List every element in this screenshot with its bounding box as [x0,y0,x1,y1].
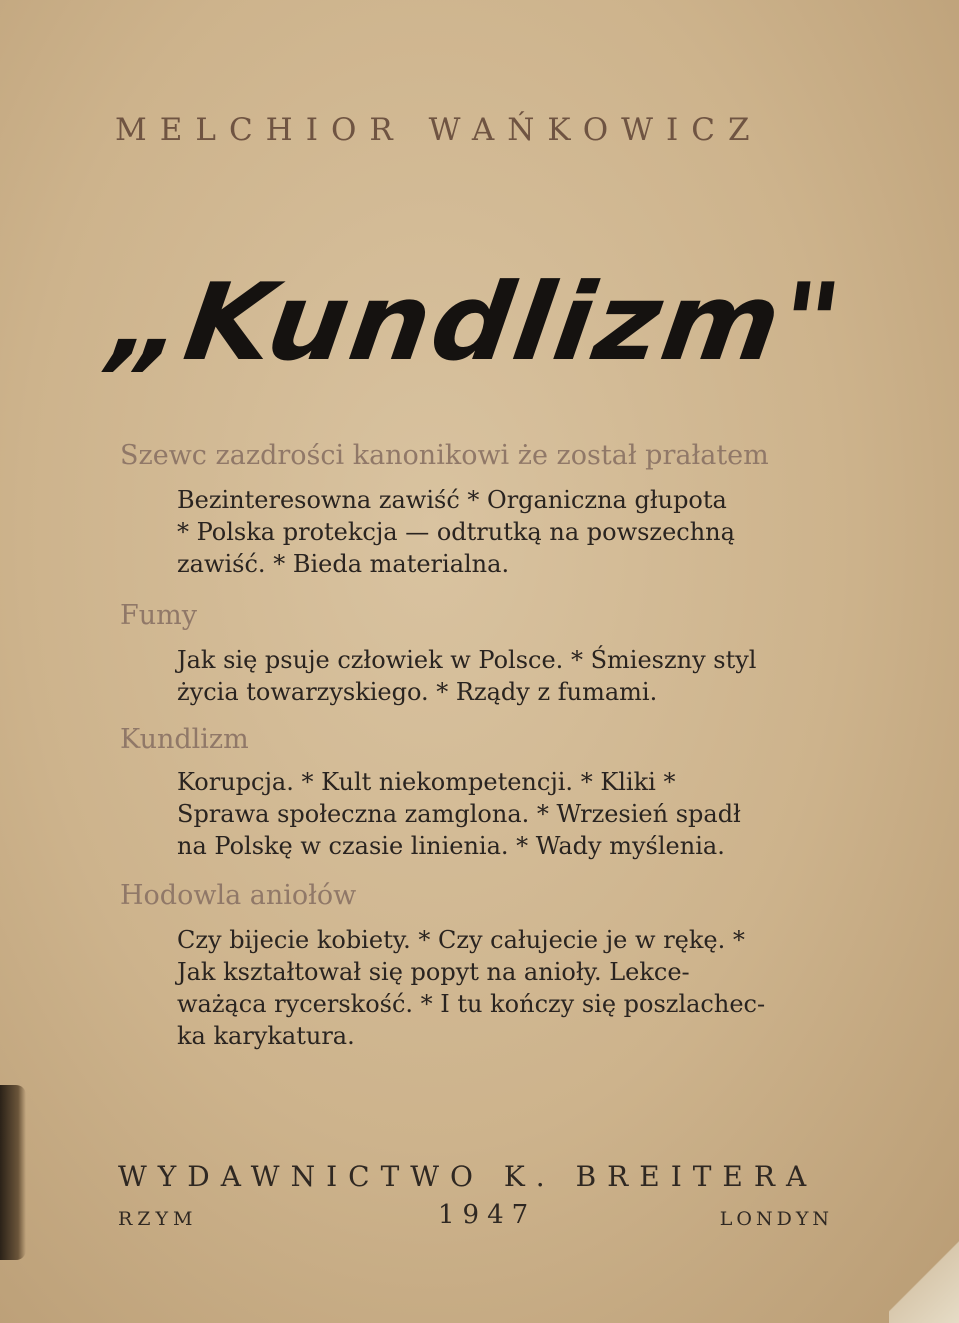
section-body [177,644,832,708]
author-name: MELCHIOR WAŃKOWICZ [115,112,763,148]
section-line: zawiść. * Bieda materialna. [177,550,510,578]
publisher-name: WYDAWNICTWO K. BREITERA [118,1160,818,1193]
section-line: ka karykatura. [177,1022,355,1050]
section-heading: Fumy [120,600,197,631]
section-line: Czy bijecie kobiety. * Czy całujecie je w rękę. * [177,926,745,954]
section-body [177,484,832,580]
section-heading: Kundlizm [120,724,249,755]
section-line: Jak kształtował się popyt na anioły. Lekce- [177,958,690,986]
section-line: Korupcja. * Kult niekompetencji. * Kliki * [177,768,676,796]
section-line: ważąca rycerskość. * I tu kończy się poszlachec- [177,990,766,1018]
spine-stain [0,1085,26,1260]
section-body [177,924,832,1052]
section-line: * Polska protekcja — odtrutką na powszechną [177,518,735,546]
section-line: na Polskę w czasie linienia. * Wady myślenia. [177,832,725,860]
section-heading: Hodowla aniołów [120,880,357,911]
imprint [118,1200,833,1236]
imprint-city-left: RZYM [118,1208,198,1230]
imprint-year: 1947 [438,1200,537,1230]
section-body [177,766,832,862]
book-title: „Kundlizm" [103,261,851,385]
section-heading: Szewc zazdrości kanonikowi że został prałatem [120,440,769,471]
section-line: Sprawa społeczna zamglona. * Wrzesień spadł [177,800,741,828]
section-line: Jak się psuje człowiek w Polsce. * Śmieszny styl [177,646,757,674]
section-line: życia towarzyskiego. * Rządy z fumami. [177,678,658,706]
folded-corner [889,1228,959,1323]
section-line: Bezinteresowna zawiść * Organiczna głupota [177,486,727,514]
imprint-city-right: LONDYN [719,1208,833,1230]
